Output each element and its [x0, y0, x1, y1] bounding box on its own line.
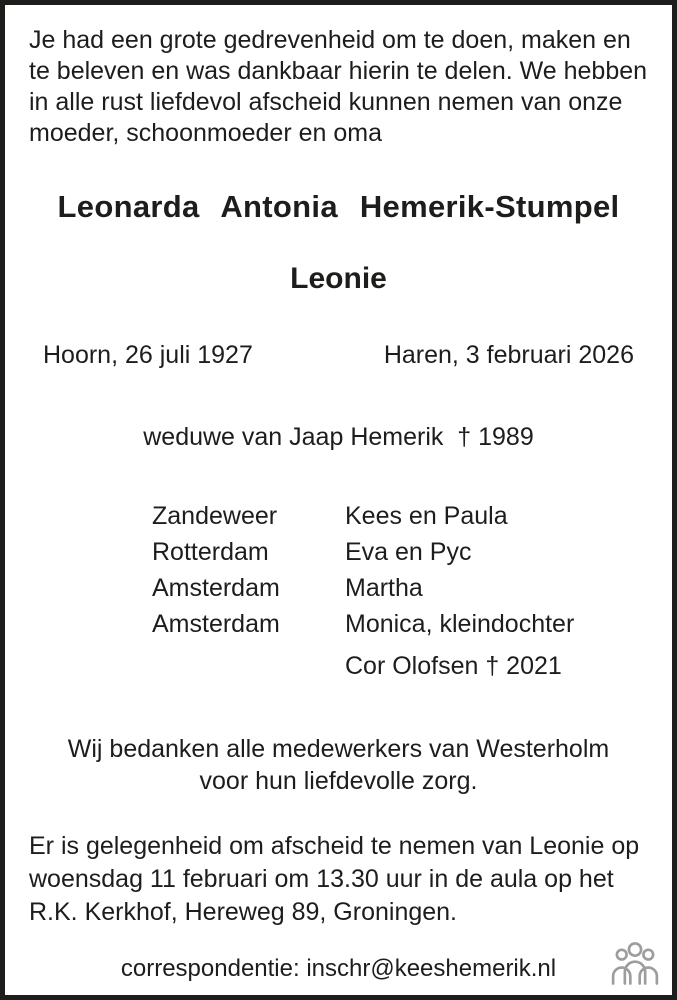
family-place: Rotterdam [152, 538, 269, 566]
family-row [152, 498, 648, 534]
deceased-nickname: Leonie [290, 262, 387, 295]
intro-line: te beleven en was dankbaar hierin te delen. We hebben [29, 57, 648, 85]
family-names: Eva en Pyc [345, 538, 472, 566]
family-names: Kees en Paula [345, 502, 508, 530]
extra-family-line: Cor Olofsen † 2021 [345, 652, 562, 680]
family-row [152, 606, 648, 642]
correspondence-line: correspondentie: inschr@keeshemerik.nl [120, 955, 557, 982]
family-place: Zandeweer [152, 502, 278, 530]
family-list [152, 498, 648, 642]
intro-line: in alle rust liefdevol afscheid kunnen nemen van onze [29, 88, 623, 116]
widow-of-line: weduwe van Jaap Hemerik † 1989 [143, 423, 534, 451]
farewell-paragraph [29, 830, 648, 929]
family-names: Martha [345, 574, 423, 602]
thanks-line: voor hun liefdevolle zorg. [199, 767, 478, 795]
birth-place-date: Hoorn, 26 juli 1927 [43, 341, 253, 369]
family-names: Monica, kleindochter [345, 610, 575, 638]
intro-paragraph [29, 25, 648, 149]
family-place: Amsterdam [152, 610, 280, 638]
birth-death-row [29, 341, 648, 370]
farewell-line: R.K. Kerkhof, Hereweg 89, Groningen. [29, 898, 458, 926]
family-place: Amsterdam [152, 574, 280, 602]
thanks-line: Wij bedanken alle medewerkers van Westerholm [67, 735, 610, 763]
thanks-paragraph [29, 733, 648, 797]
deceased-name: Leonarda Antonia Hemerik-Stumpel [57, 189, 620, 224]
farewell-line: woensdag 11 februari om 13.30 uur in de aula op het [29, 865, 614, 893]
family-row [152, 570, 648, 606]
family-icon [610, 941, 660, 987]
intro-line: moeder, schoonmoeder en oma [29, 119, 382, 147]
family-row [152, 534, 648, 570]
death-place-date: Haren, 3 februari 2026 [383, 341, 634, 369]
intro-line: Je had een grote gedrevenheid om te doen, maken en [29, 26, 631, 54]
farewell-line: Er is gelegenheid om afscheid te nemen van Leonie op [29, 832, 640, 860]
